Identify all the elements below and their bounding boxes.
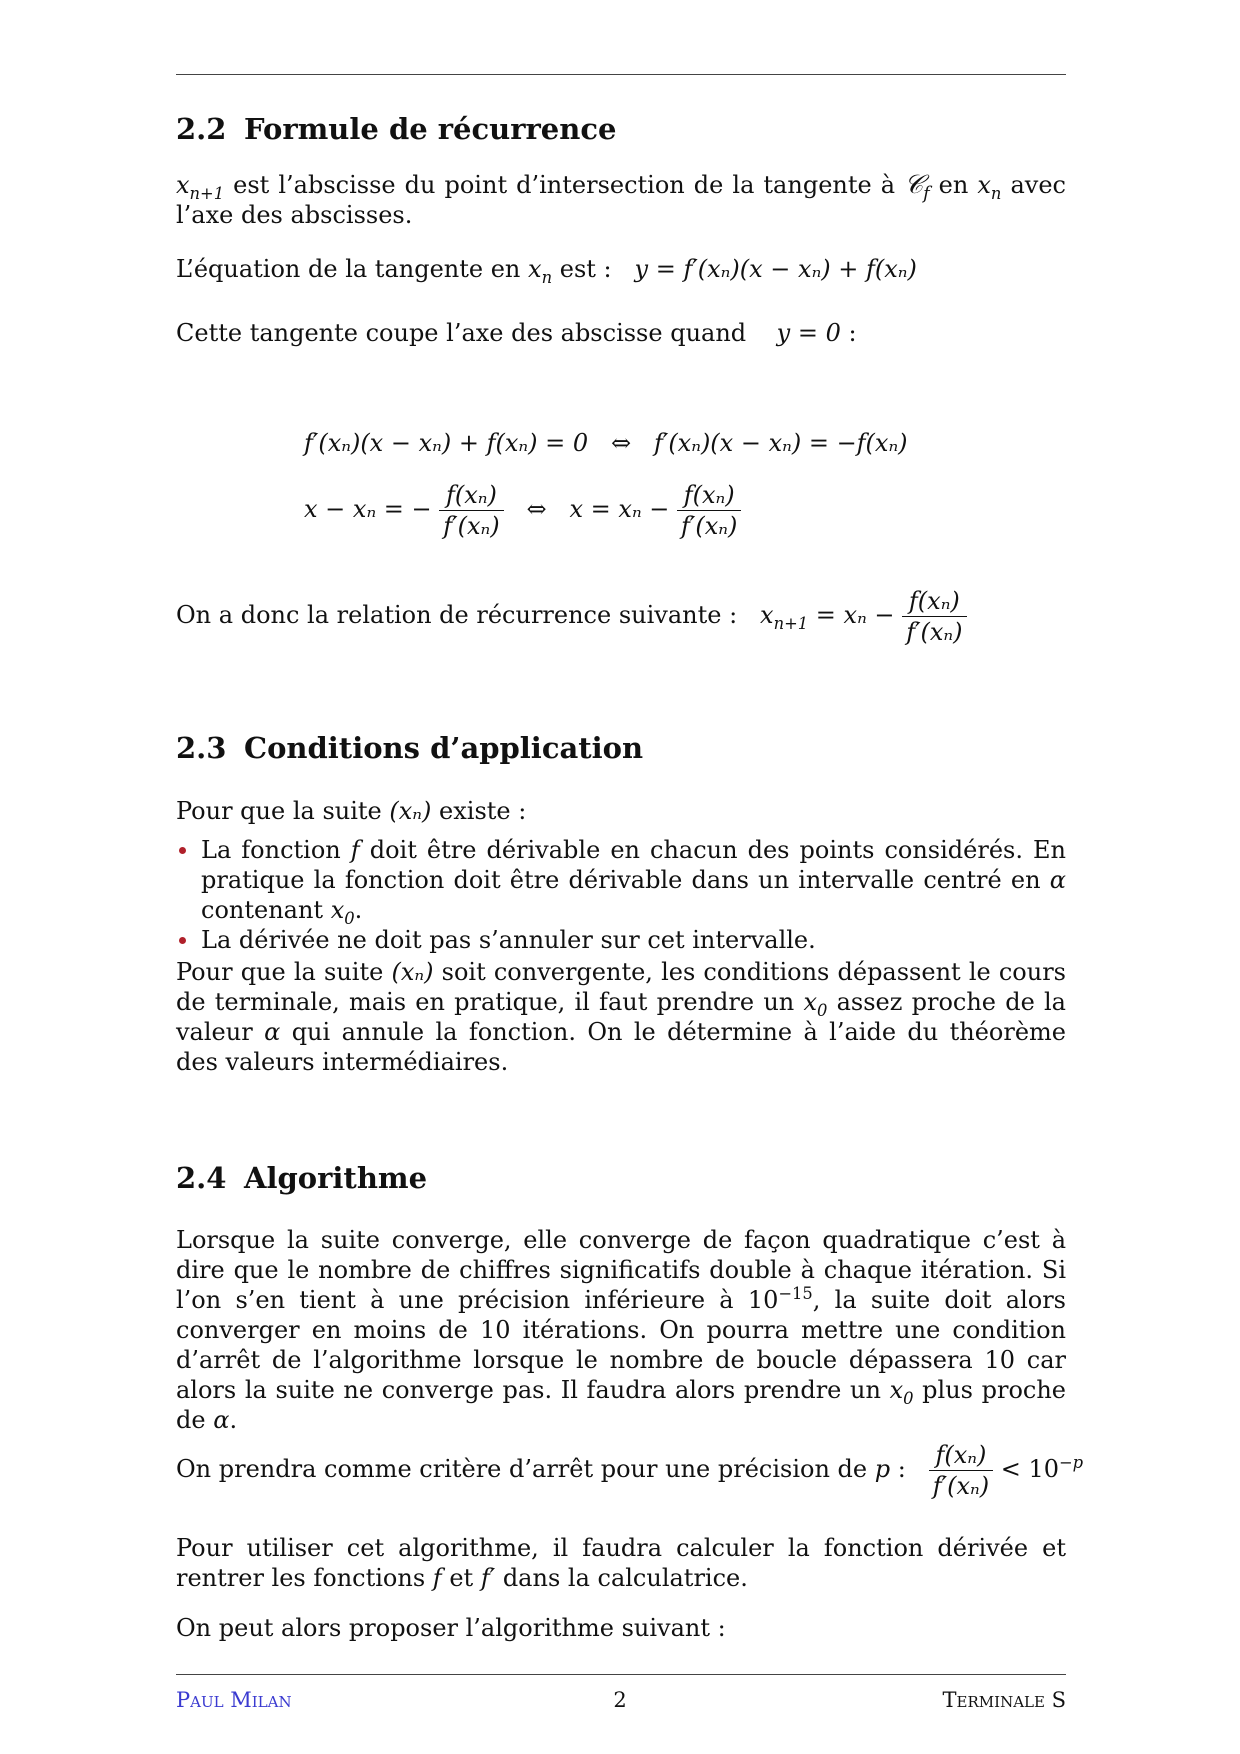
- paragraph-existence: Pour que la suite (xₙ) existe :: [176, 797, 527, 825]
- section-heading-2-4: 2.4 Algorithme: [176, 1161, 428, 1195]
- section-heading-2-3: 2.3 Conditions d’application: [176, 731, 644, 765]
- paragraph-definition: $x_{n+1}$ est l’abscisse du point d’intersection de la tangente à 𝒞$_f$ en $x_n$ avec l’axe des abscisses.: [176, 170, 1066, 229]
- conditions-list: [176, 835, 1066, 955]
- list-item: La dérivée ne doit pas s’annuler sur cet intervalle.: [176, 925, 1066, 955]
- paragraph-convergence: Pour que la suite (xₙ) soit convergente, les conditions dépassent le cours de terminale, mais en pratique, il faut prendre un $x_0$ assez proche de la valeur α qui annule la fonction. On le détermine à l’aide du théorème des valeurs intermédiaires.: [176, 958, 1066, 1076]
- fraction: $\frac{\text{f(xₙ)}}{\text{f′(xₙ)}}$: [929, 1440, 993, 1501]
- equation-line-1: f′(xₙ)(x − xₙ) + f(xₙ) = 0 ⇔ f′(xₙ)(x − xₙ) = −f(xₙ): [304, 429, 908, 457]
- footer-page-number: 2: [613, 1688, 627, 1712]
- paragraph-algorithm-intro: On peut alors proposer l’algorithme suivant :: [176, 1614, 726, 1642]
- paragraph-usage: Pour utiliser cet algorithme, il faudra calculer la fonction dérivée et rentrer les fonctions f et f′ dans la calculatrice.: [176, 1534, 1066, 1592]
- equation-line-2: x − xₙ = − $\frac{\text{f(xₙ)}}{\text{f′(xₙ)}}$ ⇔ x = xₙ − $\frac{\text{f(xₙ)}}{\text{f′(xₙ)}}$: [304, 480, 741, 541]
- paragraph-tangent-equation: L’équation de la tangente en $x_n$ est : y = f′(xₙ)(x − xₙ) + f(xₙ): [176, 255, 917, 287]
- paragraph-stop-criterion: On prendra comme critère d’arrêt pour une précision de p : $\frac{\text{f(xₙ)}}{\text{f′(xₙ)}}$ < $10^{-p}$: [176, 1441, 1084, 1500]
- fraction: $\frac{\text{f(xₙ)}}{\text{f′(xₙ)}}$: [677, 480, 741, 541]
- paragraph-quadratic: Lorsque la suite converge, elle converge de façon quadratique c’est à dire que le nombre de chiffres significatifs double à chaque itération. Si l’on s’en tient à une précision inférieure à $10^{-15}$, la suite doit alors converger en moins de 10 itérations. On pourra mettre une condition d’arrêt de l’algorithme lorsque le nombre de boucle dépassera 10 car alors la suite ne converge pas. Il faudra alors prendre un $x_0$ plus proche de α.: [176, 1226, 1066, 1434]
- section-heading-2-2: 2.2 Formule de récurrence: [176, 112, 617, 146]
- footer-author: Paul Milan: [176, 1688, 292, 1712]
- paragraph-recurrence: On a donc la relation de récurrence suivante : $x_{n+1} = x_n$ − $\frac{\text{f(xₙ)}}{\text{f′(xₙ)}}$: [176, 586, 967, 647]
- footer-rule: [176, 1674, 1066, 1675]
- footer-class: Terminale S: [942, 1688, 1066, 1712]
- fraction: $\frac{\text{f(xₙ)}}{\text{f′(xₙ)}}$: [439, 480, 503, 541]
- fraction: $\frac{\text{f(xₙ)}}{\text{f′(xₙ)}}$: [902, 586, 966, 647]
- header-rule: [176, 74, 1066, 75]
- list-item: La fonction f doit être dérivable en chacun des points considérés. En pratique la fonction doit être dérivable dans un intervalle centré en α contenant $x_0$.: [176, 835, 1066, 925]
- paragraph-intersection: Cette tangente coupe l’axe des abscisse quand y = 0 :: [176, 319, 857, 347]
